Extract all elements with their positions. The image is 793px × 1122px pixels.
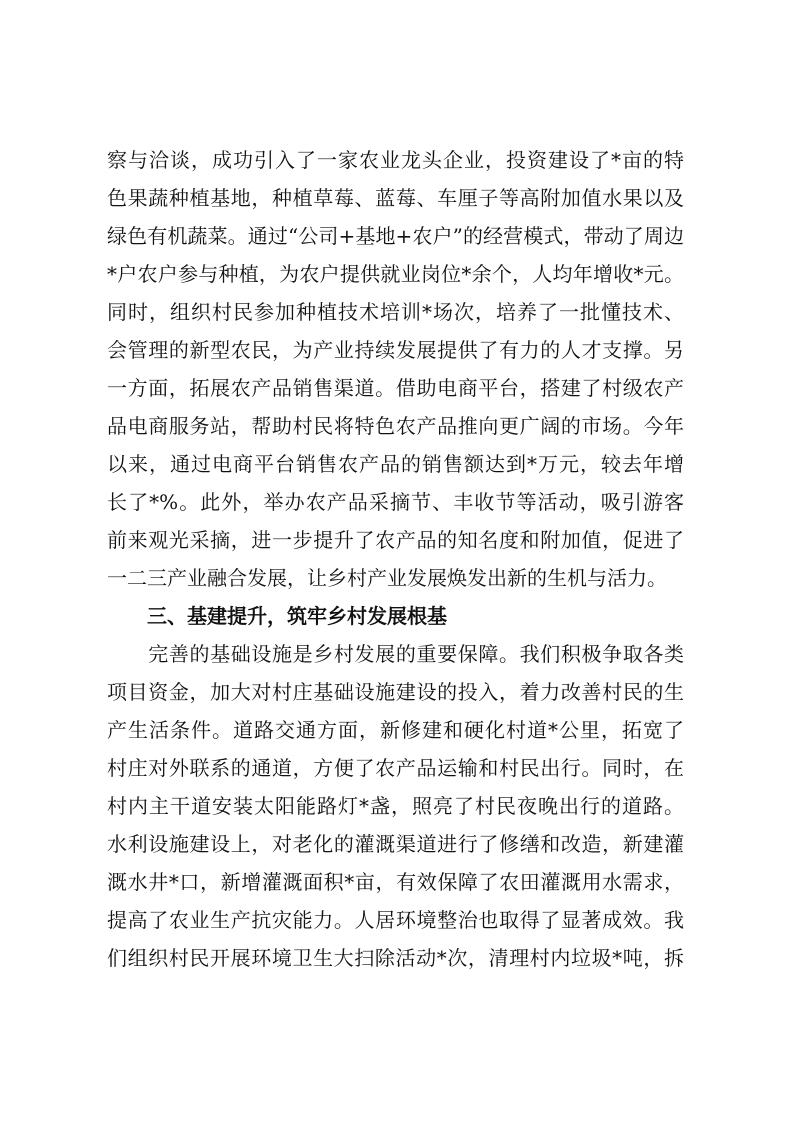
text-line: 前来观光采摘，进一步提升了农产品的知名度和附加值，促进了 [107,528,684,552]
text-line: 产生活条件。道路交通方面，新修建和硬化村道*公里，拓宽了 [107,718,684,742]
text-line: 村内主干道安装太阳能路灯*盏，照亮了村民夜晚出行的道路。 [107,794,684,818]
text-line: 以来，通过电商平台销售农产品的销售额达到*万元，较去年增 [107,452,684,476]
text-line: 色果蔬种植基地，种植草莓、蓝莓、车厘子等高附加值水果以及 [107,186,684,210]
text-line: 水利设施建设上，对老化的灌溉渠道进行了修缮和改造，新建灌 [107,832,684,856]
text-line: 品电商服务站，帮助村民将特色农产品推向更广阔的市场。今年 [107,414,684,438]
text-line: 绿色有机蔬菜。通过“公司+基地+农户”的经营模式，带动了周边 [107,224,684,248]
text-line: 察与洽谈，成功引入了一家农业龙头企业，投资建设了*亩的特 [107,148,684,172]
text-line: 长了*%。此外，举办农产品采摘节、丰收节等活动，吸引游客 [107,490,684,514]
text-line: 溉水井*口，新增灌溉面积*亩，有效保障了农田灌溉用水需求， [107,870,684,894]
text-line: 提高了农业生产抗灾能力。人居环境整治也取得了显著成效。我 [107,908,684,932]
text-line: 项目资金，加大对村庄基础设施建设的投入，着力改善村民的生 [107,680,684,704]
text-line: 完善的基础设施是乡村发展的重要保障。我们积极争取各类 [107,642,684,666]
text-line: 一方面，拓展农产品销售渠道。借助电商平台，搭建了村级农产 [107,376,684,400]
text-line: 村庄对外联系的通道，方便了农产品运输和村民出行。同时，在 [107,756,684,780]
text-line: 们组织村民开展环境卫生大扫除活动*次，清理村内垃圾*吨，拆 [107,946,684,970]
text-line: *户农户参与种植，为农户提供就业岗位*余个，人均年增收*元。 [107,262,684,286]
text-line: 同时，组织村民参加种植技术培训*场次，培养了一批懂技术、 [107,300,684,324]
text-line: 会管理的新型农民，为产业持续发展提供了有力的人才支撑。另 [107,338,684,362]
text-line: 一二三产业融合发展，让乡村产业发展焕发出新的生机与活力。 [107,566,667,590]
section-heading: 三、基建提升，筑牢乡村发展根基 [147,604,447,628]
